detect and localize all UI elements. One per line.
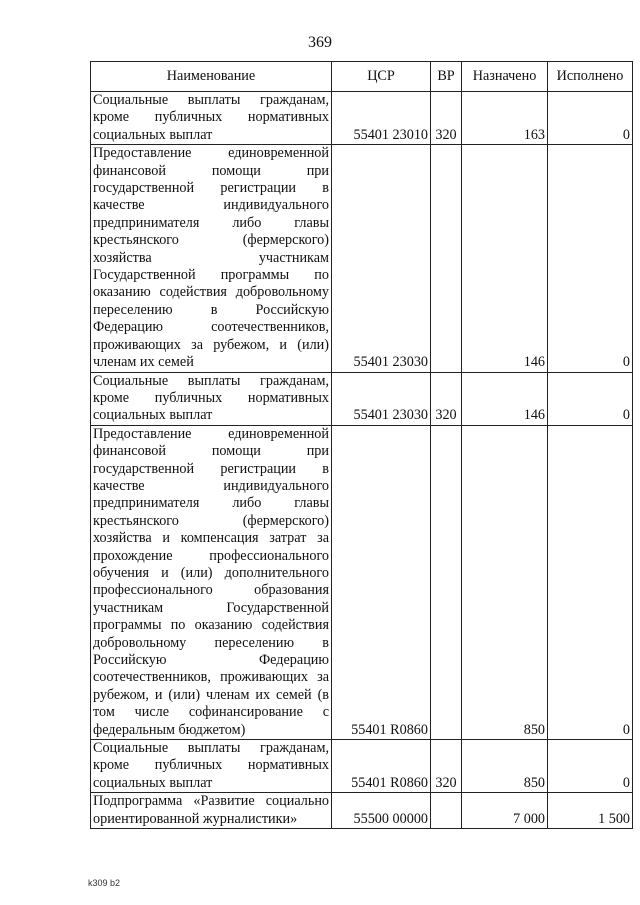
row-name: Подпрограмма «Развитие социально ориентированной журналистики» bbox=[91, 793, 332, 829]
row-name: Социальные выплаты гражданам, кроме публичных нормативных социальных выплат bbox=[91, 372, 332, 425]
header-vr: ВР bbox=[431, 62, 462, 92]
row-name: Социальные выплаты гражданам, кроме публичных нормативных социальных выплат bbox=[91, 92, 332, 145]
header-executed: Исполнено bbox=[548, 62, 633, 92]
table-row bbox=[91, 740, 633, 793]
row-assigned: 7 000 bbox=[462, 793, 548, 829]
row-executed: 0 bbox=[548, 740, 633, 793]
table-row bbox=[91, 372, 633, 425]
table-row bbox=[91, 793, 633, 829]
row-csr: 55401 R0860 bbox=[332, 740, 431, 793]
row-name: Социальные выплаты гражданам, кроме публичных нормативных социальных выплат bbox=[91, 740, 332, 793]
row-vr: 320 bbox=[431, 372, 462, 425]
row-vr: 320 bbox=[431, 92, 462, 145]
row-executed: 0 bbox=[548, 145, 633, 372]
row-vr bbox=[431, 425, 462, 739]
row-executed: 0 bbox=[548, 372, 633, 425]
row-executed: 1 500 bbox=[548, 793, 633, 829]
table-row bbox=[91, 92, 633, 145]
row-assigned: 163 bbox=[462, 92, 548, 145]
row-csr: 55500 00000 bbox=[332, 793, 431, 829]
row-csr: 55401 23010 bbox=[332, 92, 431, 145]
row-name: Предоставление единовременной финансовой помощи при государственной регистрации в качестве индивидуального предпринимателя либо главы крестьянского (фермерского) хозяйства участникам Государственной программы по оказанию содействия добровольному переселению в Российскую Федерацию соотечественников, проживающих за рубежом, и (или) членам их семей bbox=[91, 145, 332, 372]
header-assigned: Назначено bbox=[462, 62, 548, 92]
row-csr: 55401 R0860 bbox=[332, 425, 431, 739]
table-row bbox=[91, 425, 633, 739]
row-csr: 55401 23030 bbox=[332, 145, 431, 372]
table-row bbox=[91, 145, 633, 372]
row-executed: 0 bbox=[548, 425, 633, 739]
budget-table bbox=[90, 61, 633, 829]
page-number: 369 bbox=[308, 34, 332, 51]
row-executed: 0 bbox=[548, 92, 633, 145]
row-vr bbox=[431, 793, 462, 829]
row-assigned: 146 bbox=[462, 145, 548, 372]
table-header-row bbox=[91, 62, 633, 92]
row-assigned: 146 bbox=[462, 372, 548, 425]
row-name: Предоставление единовременной финансовой помощи при государственной регистрации в качестве индивидуального предпринимателя либо главы крестьянского (фермерского) хозяйства и компенсация затрат за прохождение профессионального обучения и (или) дополнительного профессионального образования участникам Государственной программы по оказанию содействия добровольному переселению в Российскую Федерацию соотечественников, проживающих за рубежом, и (или) членам их семей (в том числе софинансирование с федеральным бюджетом) bbox=[91, 425, 332, 739]
row-vr bbox=[431, 145, 462, 372]
header-name: Наименование bbox=[91, 62, 332, 92]
header-csr: ЦСР bbox=[332, 62, 431, 92]
row-vr: 320 bbox=[431, 740, 462, 793]
footer-code: k309 b2 bbox=[88, 878, 121, 888]
row-assigned: 850 bbox=[462, 425, 548, 739]
row-assigned: 850 bbox=[462, 740, 548, 793]
row-csr: 55401 23030 bbox=[332, 372, 431, 425]
